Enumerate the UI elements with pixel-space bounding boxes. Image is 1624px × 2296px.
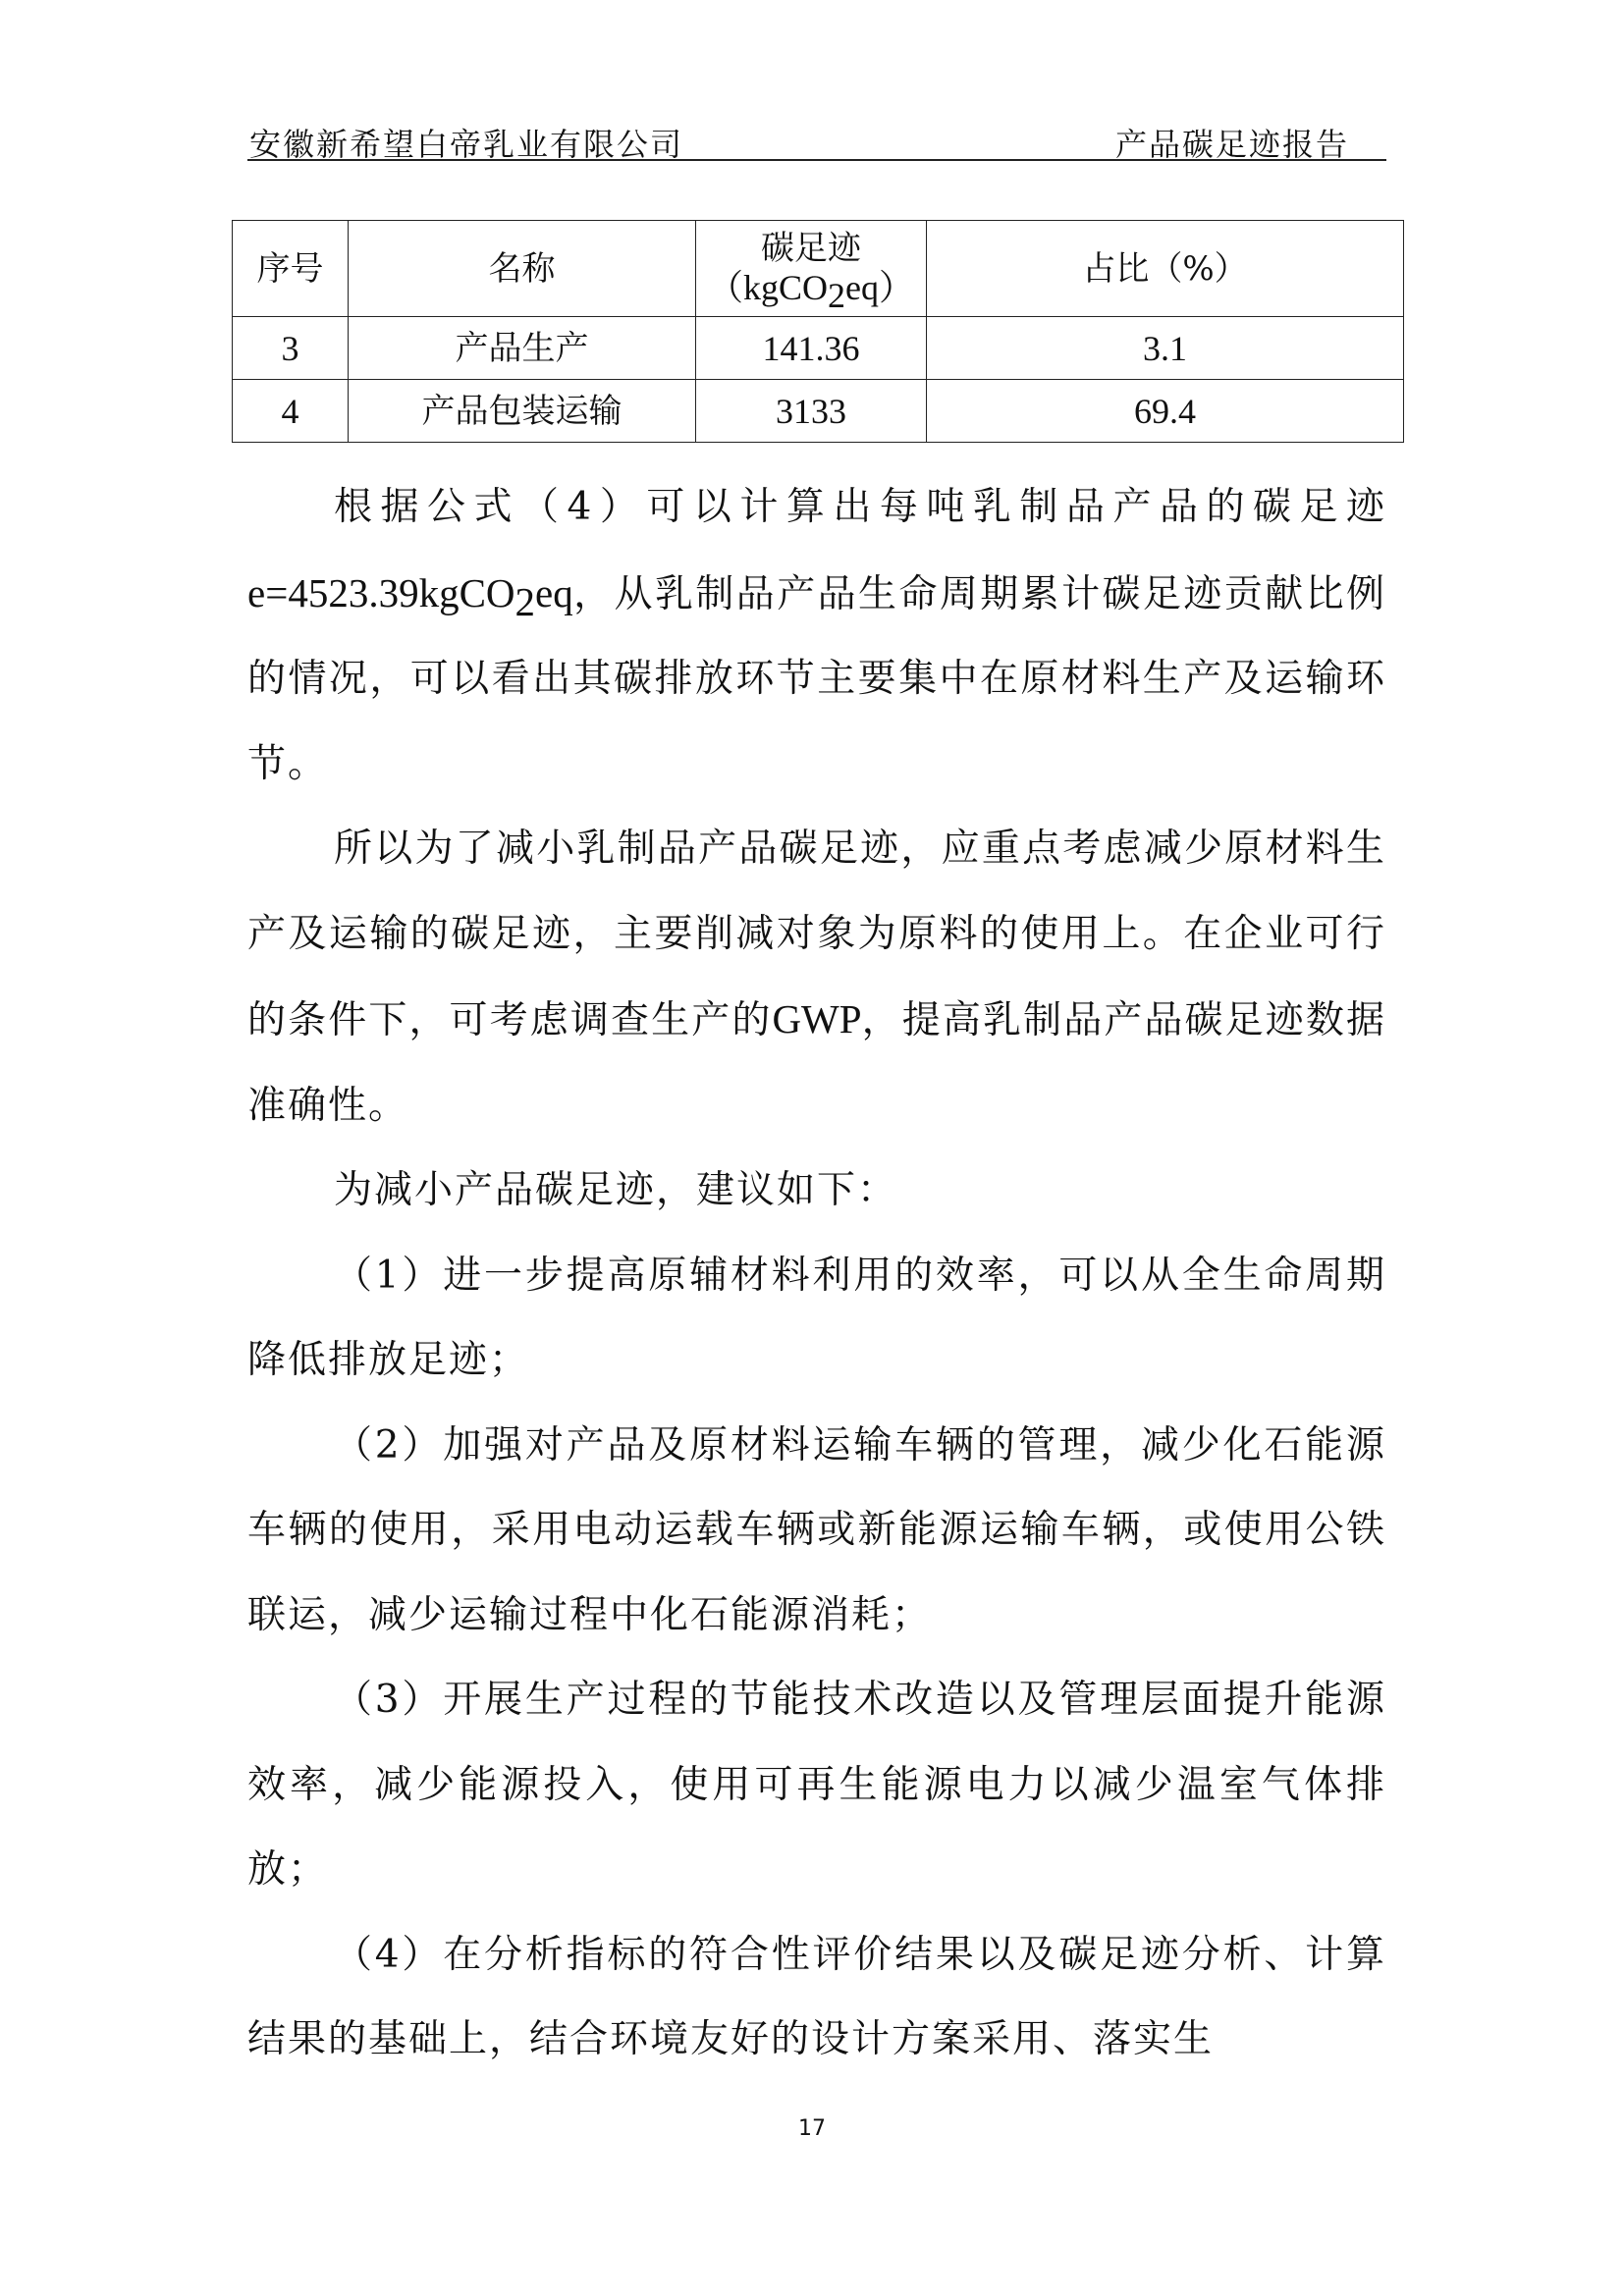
table-header-row [233, 221, 1404, 317]
suggestion-item-4: （4）在分析指标的符合性评价结果以及碳足迹分析、计算结果的基础上，结合环境友好的设计方案采用、落实生 [247, 1932, 1386, 2061]
cell-share: 3.1 [927, 317, 1404, 380]
paragraph-conclusion: 根据公式（4）可以计算出每吨乳制品产品的碳足迹e=4523.39kgCO$_2$eq，从乳制品产品生命周期累计碳足迹贡献比例的情况，可以看出其碳排放环节主要集中在原材料生产及运输环节。 [247, 485, 1386, 786]
page-header [247, 116, 1386, 161]
suggestion-item-3: （3）开展生产过程的节能技术改造以及管理层面提升能源效率，减少能源投入，使用可再生能源电力以减少温室气体排放； [247, 1678, 1386, 1892]
col-header-index: 序号 [233, 221, 349, 317]
cell-index: 4 [233, 380, 349, 443]
cell-footprint: 141.36 [696, 317, 927, 380]
suggestion-item-1: （1）进一步提高原辅材料利用的效率，可以从全生命周期降低排放足迹； [247, 1253, 1386, 1382]
page-number: 17 [798, 2116, 826, 2141]
suggestion-item-2: （2）加强对产品及原材料运输车辆的管理，减少化石能源车辆的使用，采用电动运载车辆或新能源运输车辆，或使用公铁联运，减少运输过程中化石能源消耗； [247, 1422, 1386, 1637]
col-header-name: 名称 [349, 221, 696, 317]
company-name: 安徽新希望白帝乳业有限公司 [249, 126, 684, 163]
paragraph-suggestions-intro: 为减小产品碳足迹，建议如下： [334, 1168, 898, 1212]
carbon-footprint-table [232, 220, 1404, 443]
cell-share: 69.4 [927, 380, 1404, 443]
table-row [233, 380, 1404, 443]
cell-name: 产品包装运输 [349, 380, 696, 443]
cell-name: 产品生产 [349, 317, 696, 380]
col-header-share: 占比（%） [927, 221, 1404, 317]
col-header-footprint-label: 碳足迹 [761, 229, 861, 268]
col-header-footprint-unit: （kgCO$_2$eq） [708, 268, 914, 315]
paragraph-reduction: 所以为了减小乳制品产品碳足迹，应重点考虑减少原材料生产及运输的碳足迹，主要削减对象为原料的使用上。在企业可行的条件下，可考虑调查生产的GWP，提高乳制品产品碳足迹数据准确性。 [247, 827, 1386, 1128]
table-row [233, 317, 1404, 380]
cell-footprint: 3133 [696, 380, 927, 443]
report-title: 产品碳足迹报告 [1114, 126, 1349, 163]
col-header-footprint [696, 221, 927, 317]
body-text [247, 465, 1386, 2083]
cell-index: 3 [233, 317, 349, 380]
